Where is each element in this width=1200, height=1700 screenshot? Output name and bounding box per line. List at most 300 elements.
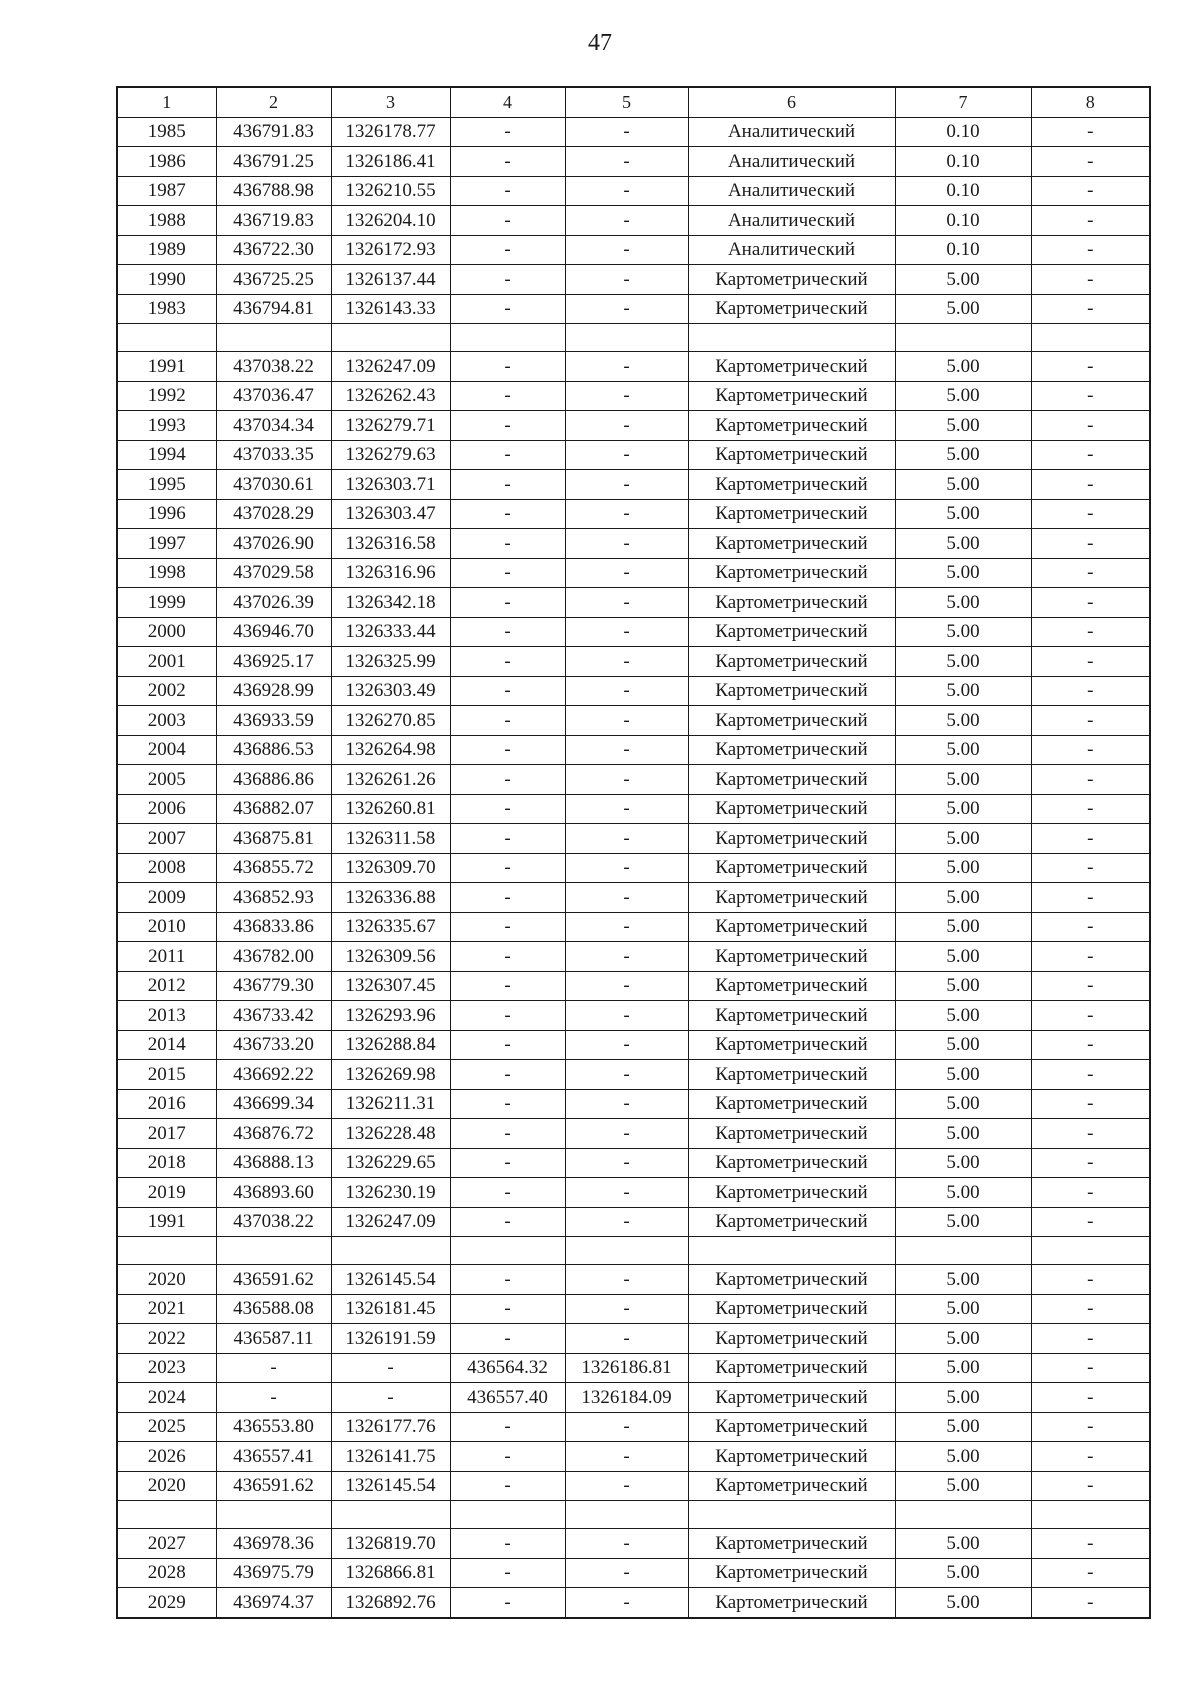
table-row [117, 1294, 1150, 1324]
table-cell: 0.10 [895, 206, 1031, 236]
table-cell: 5.00 [895, 1324, 1031, 1354]
table-cell: - [1031, 1265, 1150, 1295]
table-cell: 5.00 [895, 1089, 1031, 1119]
table-cell: Аналитический [688, 206, 895, 236]
table-cell: 436925.17 [216, 647, 331, 677]
table-cell: - [565, 1324, 688, 1354]
table-cell: 0.10 [895, 117, 1031, 147]
table-cell [331, 324, 450, 352]
table-cell: 2028 [117, 1558, 216, 1588]
table-cell: - [565, 647, 688, 677]
table-cell: - [1031, 176, 1150, 206]
table-cell: Картометрический [688, 883, 895, 913]
table-cell: Картометрический [688, 942, 895, 972]
table-cell: - [1031, 588, 1150, 618]
table-cell: - [1031, 1178, 1150, 1208]
table-cell: 1996 [117, 499, 216, 529]
table-cell: - [450, 499, 565, 529]
separator-row [117, 324, 1150, 352]
table-cell [1031, 1237, 1150, 1265]
table-cell: 1326309.70 [331, 853, 450, 883]
table-cell: 436588.08 [216, 1294, 331, 1324]
table-cell: - [1031, 294, 1150, 324]
table-row [117, 235, 1150, 265]
table-cell: Картометрический [688, 558, 895, 588]
table-cell: - [565, 912, 688, 942]
table-cell: - [1031, 529, 1150, 559]
table-row [117, 1558, 1150, 1588]
table-cell: - [1031, 411, 1150, 441]
table-cell: - [565, 1207, 688, 1237]
table-cell: Картометрический [688, 440, 895, 470]
table-row [117, 1353, 1150, 1383]
table-cell: 1992 [117, 381, 216, 411]
table-cell: 5.00 [895, 853, 1031, 883]
table-cell: - [565, 352, 688, 382]
table-cell: 2010 [117, 912, 216, 942]
table-row [117, 352, 1150, 382]
table-cell: 1326892.76 [331, 1588, 450, 1618]
table-cell: - [565, 942, 688, 972]
table-cell: 2003 [117, 706, 216, 736]
table-cell: - [1031, 499, 1150, 529]
table-cell: Картометрический [688, 294, 895, 324]
table-cell: Картометрический [688, 1442, 895, 1472]
table-cell: - [1031, 1030, 1150, 1060]
table-row [117, 206, 1150, 236]
table-cell: 436587.11 [216, 1324, 331, 1354]
table-cell: - [450, 765, 565, 795]
table-cell: 1993 [117, 411, 216, 441]
table-cell [450, 1501, 565, 1529]
table-cell: 436788.98 [216, 176, 331, 206]
table-cell: Картометрический [688, 647, 895, 677]
table-cell: 1985 [117, 117, 216, 147]
table-cell: 1326279.71 [331, 411, 450, 441]
table-cell: - [450, 176, 565, 206]
table-cell: 2014 [117, 1030, 216, 1060]
table-cell: 1326333.44 [331, 617, 450, 647]
table-cell: 1326137.44 [331, 265, 450, 295]
table-cell: 2012 [117, 971, 216, 1001]
table-cell: 1326172.93 [331, 235, 450, 265]
table-cell: 437038.22 [216, 1207, 331, 1237]
table-cell: - [565, 588, 688, 618]
table-row [117, 558, 1150, 588]
table-cell: Картометрический [688, 765, 895, 795]
table-cell: 437028.29 [216, 499, 331, 529]
table-cell [1031, 1501, 1150, 1529]
table-cell: 5.00 [895, 676, 1031, 706]
table-cell: Аналитический [688, 117, 895, 147]
table-cell: 1326181.45 [331, 1294, 450, 1324]
table-cell: 436791.25 [216, 147, 331, 177]
table-row [117, 647, 1150, 677]
table-cell: Картометрический [688, 617, 895, 647]
table-cell: - [565, 853, 688, 883]
table-cell: 5.00 [895, 265, 1031, 295]
table-cell: Картометрический [688, 1089, 895, 1119]
table-cell: 1991 [117, 1207, 216, 1237]
table-cell: Картометрический [688, 1471, 895, 1501]
table-cell: 436852.93 [216, 883, 331, 913]
table-header [117, 87, 1150, 117]
table-cell: - [450, 1294, 565, 1324]
table-cell: 5.00 [895, 1471, 1031, 1501]
table-cell [216, 1237, 331, 1265]
table-cell: - [450, 294, 565, 324]
table-cell: - [565, 1030, 688, 1060]
table-row [117, 971, 1150, 1001]
table-cell: - [1031, 1442, 1150, 1472]
table-cell: 436886.86 [216, 765, 331, 795]
table-cell: 1326288.84 [331, 1030, 450, 1060]
table-cell: 1326316.58 [331, 529, 450, 559]
table-cell: 5.00 [895, 1442, 1031, 1472]
table-cell: - [450, 735, 565, 765]
table-cell: - [1031, 676, 1150, 706]
table-cell [895, 1237, 1031, 1265]
table-cell: 1326210.55 [331, 176, 450, 206]
column-header: 5 [565, 87, 688, 117]
table-row [117, 529, 1150, 559]
page-number: 47 [588, 30, 612, 56]
table-cell: - [1031, 735, 1150, 765]
table-cell: - [1031, 824, 1150, 854]
table-cell: 436564.32 [450, 1353, 565, 1383]
table-cell: 1326303.49 [331, 676, 450, 706]
table-cell: 2007 [117, 824, 216, 854]
table-cell: 1326184.09 [565, 1383, 688, 1413]
table-cell: Картометрический [688, 912, 895, 942]
table-cell: 1326303.71 [331, 470, 450, 500]
table-cell: 5.00 [895, 411, 1031, 441]
table-cell: 1326316.96 [331, 558, 450, 588]
table-cell: 5.00 [895, 352, 1031, 382]
table-cell: Картометрический [688, 706, 895, 736]
table-cell: - [450, 1442, 565, 1472]
table-cell: 2019 [117, 1178, 216, 1208]
table-cell: Картометрический [688, 1558, 895, 1588]
table-cell: 5.00 [895, 1030, 1031, 1060]
table-cell: 2018 [117, 1148, 216, 1178]
table-row [117, 1383, 1150, 1413]
table-cell: - [565, 883, 688, 913]
table-cell: - [565, 1119, 688, 1149]
table-cell: - [565, 1412, 688, 1442]
table-cell: Картометрический [688, 1178, 895, 1208]
table-cell: 5.00 [895, 558, 1031, 588]
table-cell: - [450, 1588, 565, 1618]
table-cell: - [565, 176, 688, 206]
table-row [117, 706, 1150, 736]
separator-row [117, 1501, 1150, 1529]
table-cell: 436725.25 [216, 265, 331, 295]
table-cell: - [1031, 1001, 1150, 1031]
table-row [117, 765, 1150, 795]
table-cell: - [1031, 1412, 1150, 1442]
table-cell: - [216, 1383, 331, 1413]
table-cell: - [450, 1529, 565, 1559]
column-header: 3 [331, 87, 450, 117]
table-cell: Картометрический [688, 1265, 895, 1295]
table-cell: - [450, 912, 565, 942]
table-cell: - [1031, 1119, 1150, 1149]
table-cell: - [450, 206, 565, 236]
table-cell: - [450, 794, 565, 824]
table-cell: 1326247.09 [331, 1207, 450, 1237]
table-cell: 0.10 [895, 176, 1031, 206]
table-cell: 2000 [117, 617, 216, 647]
table-cell: 1326186.41 [331, 147, 450, 177]
table-cell: 1326186.81 [565, 1353, 688, 1383]
table-cell: 1986 [117, 147, 216, 177]
table-cell: 5.00 [895, 470, 1031, 500]
table-cell: - [565, 1001, 688, 1031]
table-row [117, 470, 1150, 500]
table-row [117, 617, 1150, 647]
table-cell: 436886.53 [216, 735, 331, 765]
table-cell: 1983 [117, 294, 216, 324]
table-cell: 1326307.45 [331, 971, 450, 1001]
table-cell: Картометрический [688, 1412, 895, 1442]
table-cell: 437029.58 [216, 558, 331, 588]
table-cell: Картометрический [688, 824, 895, 854]
table-cell: 1326191.59 [331, 1324, 450, 1354]
table-cell: 1326247.09 [331, 352, 450, 382]
table-cell: 436978.36 [216, 1529, 331, 1559]
table-cell: - [565, 117, 688, 147]
table-cell: 1326279.63 [331, 440, 450, 470]
table-cell: 0.10 [895, 235, 1031, 265]
table-cell [565, 1237, 688, 1265]
table-cell: 2022 [117, 1324, 216, 1354]
table-cell: - [450, 1471, 565, 1501]
table-row [117, 147, 1150, 177]
header-row [117, 87, 1150, 117]
table-cell: 436699.34 [216, 1089, 331, 1119]
table-cell: - [450, 1001, 565, 1031]
column-header: 2 [216, 87, 331, 117]
table-cell: - [1031, 853, 1150, 883]
table-cell: 1326141.75 [331, 1442, 450, 1472]
table-cell: - [565, 265, 688, 295]
table-cell: - [565, 235, 688, 265]
table-cell: - [1031, 617, 1150, 647]
column-header: 6 [688, 87, 895, 117]
table-cell: - [565, 499, 688, 529]
table-cell: - [565, 1558, 688, 1588]
table-cell: 1326177.76 [331, 1412, 450, 1442]
table-cell: 436975.79 [216, 1558, 331, 1588]
table-cell: 5.00 [895, 1148, 1031, 1178]
table-cell [895, 1501, 1031, 1529]
table-cell: - [450, 1412, 565, 1442]
table-row [117, 1030, 1150, 1060]
table-cell [216, 324, 331, 352]
table-cell: - [565, 735, 688, 765]
table-cell: Картометрический [688, 794, 895, 824]
table-cell: 436553.80 [216, 1412, 331, 1442]
table-cell: 2002 [117, 676, 216, 706]
table-cell: 1326269.98 [331, 1060, 450, 1090]
table-cell: 5.00 [895, 294, 1031, 324]
table-row [117, 1178, 1150, 1208]
table-cell: 437026.90 [216, 529, 331, 559]
table-row [117, 1089, 1150, 1119]
coordinates-table [116, 86, 1151, 1619]
table-cell: Картометрический [688, 735, 895, 765]
table-cell: 5.00 [895, 706, 1031, 736]
table-cell [688, 1501, 895, 1529]
table-cell: 436557.40 [450, 1383, 565, 1413]
table-cell: 5.00 [895, 1558, 1031, 1588]
table-cell: 436557.41 [216, 1442, 331, 1472]
table-cell: - [565, 1471, 688, 1501]
table-cell: 1995 [117, 470, 216, 500]
table-cell: 5.00 [895, 735, 1031, 765]
table-cell: 2017 [117, 1119, 216, 1149]
table-cell: - [565, 411, 688, 441]
table-row [117, 588, 1150, 618]
table-cell: 2006 [117, 794, 216, 824]
table-row [117, 176, 1150, 206]
table-cell: - [565, 147, 688, 177]
table-cell: - [565, 440, 688, 470]
table-cell: 436888.13 [216, 1148, 331, 1178]
table-cell: - [450, 647, 565, 677]
table-cell: 1326303.47 [331, 499, 450, 529]
table-cell: 0.10 [895, 147, 1031, 177]
table-cell: Картометрический [688, 588, 895, 618]
table-cell: 5.00 [895, 499, 1031, 529]
table-cell [565, 324, 688, 352]
table-cell: - [565, 824, 688, 854]
table-cell: Картометрический [688, 1060, 895, 1090]
table-cell: 5.00 [895, 1001, 1031, 1031]
table-cell: - [450, 1207, 565, 1237]
table-row [117, 853, 1150, 883]
table-cell: 1326204.10 [331, 206, 450, 236]
table-row [117, 381, 1150, 411]
table-cell: 2013 [117, 1001, 216, 1031]
table-cell: - [450, 1148, 565, 1178]
table-cell: 2008 [117, 853, 216, 883]
table-cell: 1326270.85 [331, 706, 450, 736]
table-cell: 1991 [117, 352, 216, 382]
table-cell: 1326325.99 [331, 647, 450, 677]
table-cell: 1326229.65 [331, 1148, 450, 1178]
table-cell: - [450, 117, 565, 147]
table-cell: 436928.99 [216, 676, 331, 706]
table-cell: - [1031, 558, 1150, 588]
table-cell: - [1031, 352, 1150, 382]
table-cell [1031, 324, 1150, 352]
table-cell: - [450, 1558, 565, 1588]
table-cell: 436974.37 [216, 1588, 331, 1618]
table-cell: - [1031, 470, 1150, 500]
table-cell: Аналитический [688, 176, 895, 206]
table-cell: - [450, 971, 565, 1001]
table-cell: - [1031, 706, 1150, 736]
column-header: 1 [117, 87, 216, 117]
table-cell: Картометрический [688, 853, 895, 883]
table-cell: - [565, 1178, 688, 1208]
table-cell: Аналитический [688, 235, 895, 265]
table-cell: - [565, 971, 688, 1001]
table-cell: 5.00 [895, 647, 1031, 677]
table-cell: 436855.72 [216, 853, 331, 883]
table-cell: - [1031, 971, 1150, 1001]
table-cell: - [1031, 765, 1150, 795]
table-row [117, 1265, 1150, 1295]
table-cell: - [1031, 1089, 1150, 1119]
table-cell [565, 1501, 688, 1529]
table-cell: 2015 [117, 1060, 216, 1090]
table-cell: 1326264.98 [331, 735, 450, 765]
table-cell: 5.00 [895, 794, 1031, 824]
table-cell: - [450, 1324, 565, 1354]
table-cell: Картометрический [688, 1383, 895, 1413]
table-cell: - [1031, 1294, 1150, 1324]
table-cell: - [216, 1353, 331, 1383]
table-cell: 5.00 [895, 1178, 1031, 1208]
table-cell: 436733.20 [216, 1030, 331, 1060]
table-row [117, 1119, 1150, 1149]
table-cell: - [450, 706, 565, 736]
table-cell [331, 1237, 450, 1265]
table-cell: Картометрический [688, 1207, 895, 1237]
table-cell: 436876.72 [216, 1119, 331, 1149]
table-cell [216, 1501, 331, 1529]
table-cell: 5.00 [895, 883, 1031, 913]
table-cell [450, 324, 565, 352]
table-cell: - [450, 265, 565, 295]
table-cell: - [450, 883, 565, 913]
table-cell: - [565, 470, 688, 500]
table-cell: - [331, 1383, 450, 1413]
table-cell: - [565, 1265, 688, 1295]
table-cell: 436782.00 [216, 942, 331, 972]
table-cell [117, 1501, 216, 1529]
table-cell: - [565, 1588, 688, 1618]
table-cell: - [450, 411, 565, 441]
table-cell: 5.00 [895, 912, 1031, 942]
table-cell: - [1031, 265, 1150, 295]
table-cell: Картометрический [688, 1030, 895, 1060]
table-cell: 2029 [117, 1588, 216, 1618]
table-cell: - [450, 1060, 565, 1090]
table-cell: - [565, 529, 688, 559]
table-row [117, 265, 1150, 295]
table-cell: 5.00 [895, 971, 1031, 1001]
table-cell: 5.00 [895, 440, 1031, 470]
table-cell: 437030.61 [216, 470, 331, 500]
table-cell: - [1031, 235, 1150, 265]
table-cell: Картометрический [688, 381, 895, 411]
table-cell [117, 1237, 216, 1265]
table-cell: 436794.81 [216, 294, 331, 324]
table-body [117, 117, 1150, 1618]
table-cell: 5.00 [895, 1294, 1031, 1324]
table-cell: - [565, 1294, 688, 1324]
table-cell: 5.00 [895, 824, 1031, 854]
table-cell: - [450, 529, 565, 559]
table-cell: Картометрический [688, 265, 895, 295]
table-row [117, 117, 1150, 147]
table-cell: - [1031, 1060, 1150, 1090]
table-cell: 436791.83 [216, 117, 331, 147]
